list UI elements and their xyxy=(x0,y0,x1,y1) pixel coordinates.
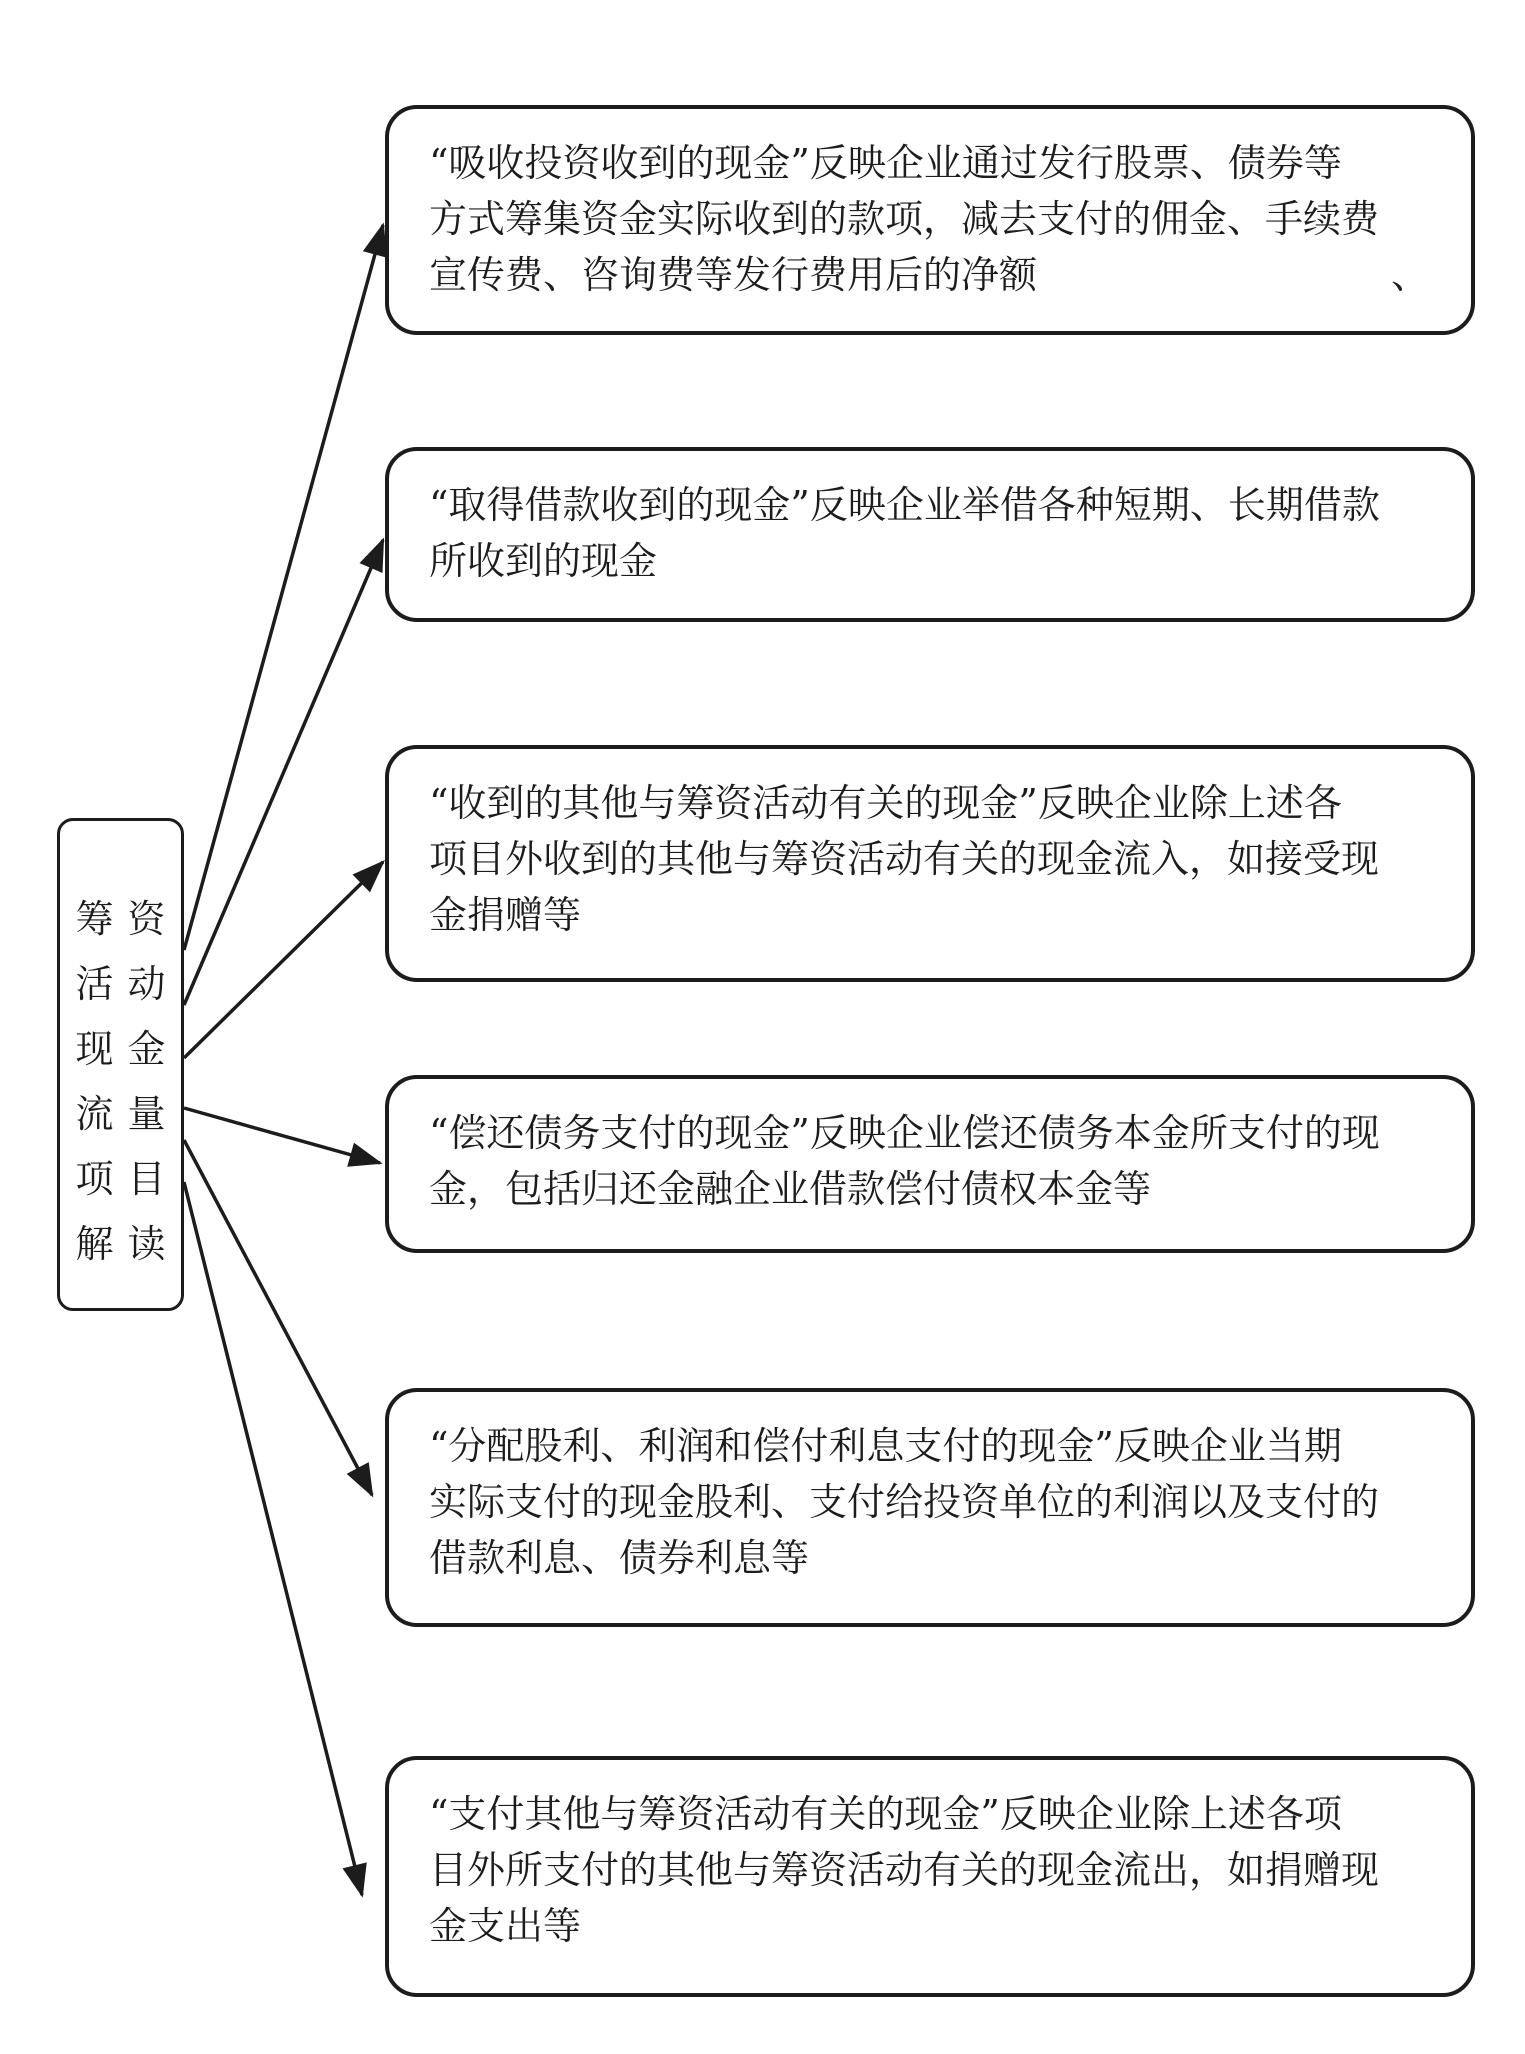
definition-box-borrowings-received xyxy=(385,447,1475,622)
definition-line: 目外所支付的其他与筹资活动有关的现金流出，如捐赠现 xyxy=(429,1848,1380,1892)
definition-line: “收到的其他与筹资活动有关的现金”反映企业除上述各 xyxy=(429,781,1342,825)
definition-box-other-financing-cash-received xyxy=(385,745,1475,982)
definition-line: “支付其他与筹资活动有关的现金”反映企业除上述各项 xyxy=(429,1792,1342,1836)
definition-box-other-financing-cash-paid xyxy=(385,1756,1475,1997)
definition-line: 金捐赠等 xyxy=(429,893,582,937)
root-node-label-row: 项目 xyxy=(75,1157,180,1201)
root-node-label-row: 现金 xyxy=(75,1027,180,1071)
definition-line: “取得借款收到的现金”反映企业举借各种短期、长期借款 xyxy=(429,483,1380,527)
definition-line: “偿还债务支付的现金”反映企业偿还债务本金所支付的现 xyxy=(429,1111,1380,1155)
root-node-label-row: 流量 xyxy=(75,1092,180,1136)
arrow-to-box-5 xyxy=(184,1140,372,1495)
definition-box-absorbed-investment xyxy=(385,105,1475,335)
definition-box-debt-repayment xyxy=(385,1075,1475,1253)
arrow-to-box-1 xyxy=(184,225,383,950)
definition-box-dividends-profits-interest-paid xyxy=(385,1388,1475,1627)
root-node-label-row: 筹资 xyxy=(75,897,180,941)
arrow-to-box-4 xyxy=(184,1108,380,1163)
definition-line: 金，包括归还金融企业借款偿付债权本金等 xyxy=(429,1167,1152,1211)
definition-line: 实际支付的现金股利、支付给投资单位的利润以及支付的 xyxy=(429,1480,1380,1524)
definition-line: 金支出等 xyxy=(429,1904,582,1948)
arrow-to-box-6 xyxy=(184,1182,362,1895)
definition-line: 所收到的现金 xyxy=(429,539,658,583)
root-node-label-row: 活动 xyxy=(75,962,180,1006)
root-node xyxy=(57,818,184,1311)
definition-line: “吸收投资收到的现金”反映企业通过发行股票、债券等 xyxy=(429,141,1342,185)
definition-line: 宣传费、咨询费等发行费用后的净额 xyxy=(429,253,1038,297)
arrow-to-box-2 xyxy=(184,540,383,1005)
definition-line: 借款利息、债券利息等 xyxy=(429,1536,810,1580)
root-node-label-row: 解读 xyxy=(75,1222,180,1266)
definition-line: “分配股利、利润和偿付利息支付的现金”反映企业当期 xyxy=(429,1424,1342,1468)
definition-line: 方式筹集资金实际收到的款项，减去支付的佣金、手续费 xyxy=(429,197,1380,241)
trailing-comma-mark: 、 xyxy=(1390,253,1429,297)
definition-line: 项目外收到的其他与筹资活动有关的现金流入，如接受现 xyxy=(429,837,1380,881)
arrow-to-box-3 xyxy=(184,862,383,1058)
